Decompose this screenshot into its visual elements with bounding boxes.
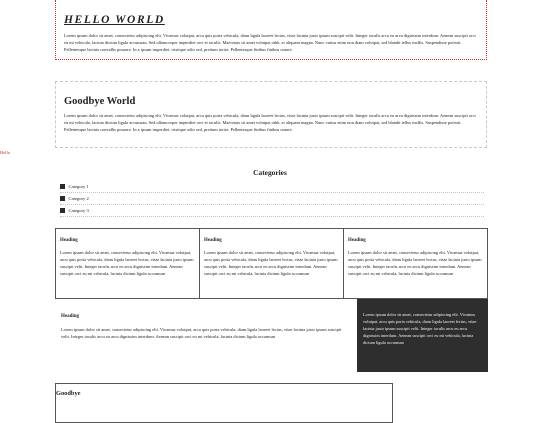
three-column-section [55, 228, 488, 299]
dark-panel [357, 299, 488, 372]
category-icon [60, 208, 65, 213]
hello-world-title: HELLO WORLD [64, 14, 165, 26]
hello-world-text: Lorem ipsum dolor sit amet, consectetur adipiscing elit. Vivamus volutpat, arcu quis porta vehicula, diam ligula laoreet lectus, vitae lacinia justo ipsum suscipit velit. Integer iaculis arcu eu arcu dignissim interdum. Aenean suscipit orci eu mi vehicula, lacinia dictum ligula accumsan. Sed ullamcorper imperdiet orci et iaculis. Maecenas sit amet volutpat nibh, et aliquam magna. Nunc varius enim non diam volutpat, sed blandit tellus mollis. Suspendisse potenti. Pellentesque lacinia convallis posuere. In a ipsum imperdiet, tristique odio sed, pretium tortor. Pellentesque finibus finibus ornare. [64, 33, 476, 53]
wide-text: Lorem ipsum dolor sit amet, consectetur adipiscing elit. Vivamus volutpat, arcu quis porta vehicula, diam ligula laoreet lectus, vitae lacinia justo ipsum suscipit velit. Integer iaculis arcu eu arcu dignissim interdum. Aenean suscipit orci eu mi vehicula, lacinia dictum ligula accumsan [61, 327, 342, 340]
column-2 [200, 228, 344, 299]
category-icon [60, 196, 65, 201]
category-label: Category 1 [68, 183, 89, 189]
category-item-1[interactable] [60, 181, 484, 193]
column-text: Lorem ipsum dolor sit amet, consectetur adipiscing elit. Vivamus volutpat, arcu quis porta vehicula, diam ligula laoreet lectus, vitae lacinia justo ipsum suscipit velit. Integer iaculis arcu eu arcu dignissim interdum. Aenean suscipit orci eu mi vehicula, lacinia dictum ligula accumsan [60, 250, 194, 277]
column-heading: Heading [60, 238, 78, 243]
categories-title: Categories [253, 168, 287, 177]
bottom-goodbye-title: Goodbye [56, 390, 81, 397]
column-1 [55, 228, 200, 299]
categories-list [60, 181, 484, 217]
hello-world-section [55, 0, 487, 60]
category-item-3[interactable] [60, 205, 484, 217]
goodbye-world-section [55, 81, 487, 148]
dark-panel-text: Lorem ipsum dolor sit amet, consectetur adipiscing elit. Vivamus volutpat, arcu quis porta vehicula, diam ligula laoreet lectus, vitae lacinia justo ipsum suscipit velit. Integer iaculis arcu eu arcu dignissim interdum. Aenean suscipit orci eu mi vehicula, lacinia dictum ligula accumsan [363, 312, 477, 345]
column-heading: Heading [204, 238, 222, 243]
wide-heading: Heading [61, 314, 80, 319]
category-label: Category 2 [68, 195, 89, 201]
category-label: Category 3 [68, 207, 89, 213]
hello-link[interactable]: Hello [0, 150, 10, 155]
column-text: Lorem ipsum dolor sit amet, consectetur adipiscing elit. Vivamus volutpat, arcu quis porta vehicula, diam ligula laoreet lectus, vitae lacinia justo ipsum suscipit velit. Integer iaculis arcu eu arcu dignissim interdum. Aenean suscipit orci eu mi vehicula, lacinia dictum ligula accumsan [348, 250, 482, 277]
column-3 [344, 228, 488, 299]
goodbye-world-title: Goodbye World [64, 96, 136, 107]
category-icon [60, 184, 65, 189]
category-item-2[interactable] [60, 193, 484, 205]
column-heading: Heading [348, 238, 366, 243]
bottom-goodbye-section [55, 383, 393, 423]
column-text: Lorem ipsum dolor sit amet, consectetur adipiscing elit. Vivamus volutpat, arcu quis porta vehicula, diam ligula laoreet lectus, vitae lacinia justo ipsum suscipit velit. Integer iaculis arcu eu arcu dignissim interdum. Aenean suscipit orci eu mi vehicula, lacinia dictum ligula accumsan [204, 250, 338, 277]
wide-content-panel [55, 306, 354, 372]
goodbye-world-text: Lorem ipsum dolor sit amet, consectetur adipiscing elit. Vivamus volutpat, arcu quis porta vehicula, diam ligula laoreet lectus, vitae lacinia justo ipsum suscipit velit. Integer iaculis arcu eu arcu dignissim interdum. Aenean suscipit orci eu mi vehicula, lacinia dictum ligula accumsan. Sed ullamcorper imperdiet orci et iaculis. Maecenas sit amet volutpat nibh, et aliquam magna. Nunc varius enim non diam volutpat, sed blandit tellus mollis. Suspendisse potenti. Pellentesque lacinia convallis posuere. In a ipsum imperdiet, tristique odio sed, pretium tortor. Pellentesque finibus finibus ornare. [64, 113, 476, 133]
